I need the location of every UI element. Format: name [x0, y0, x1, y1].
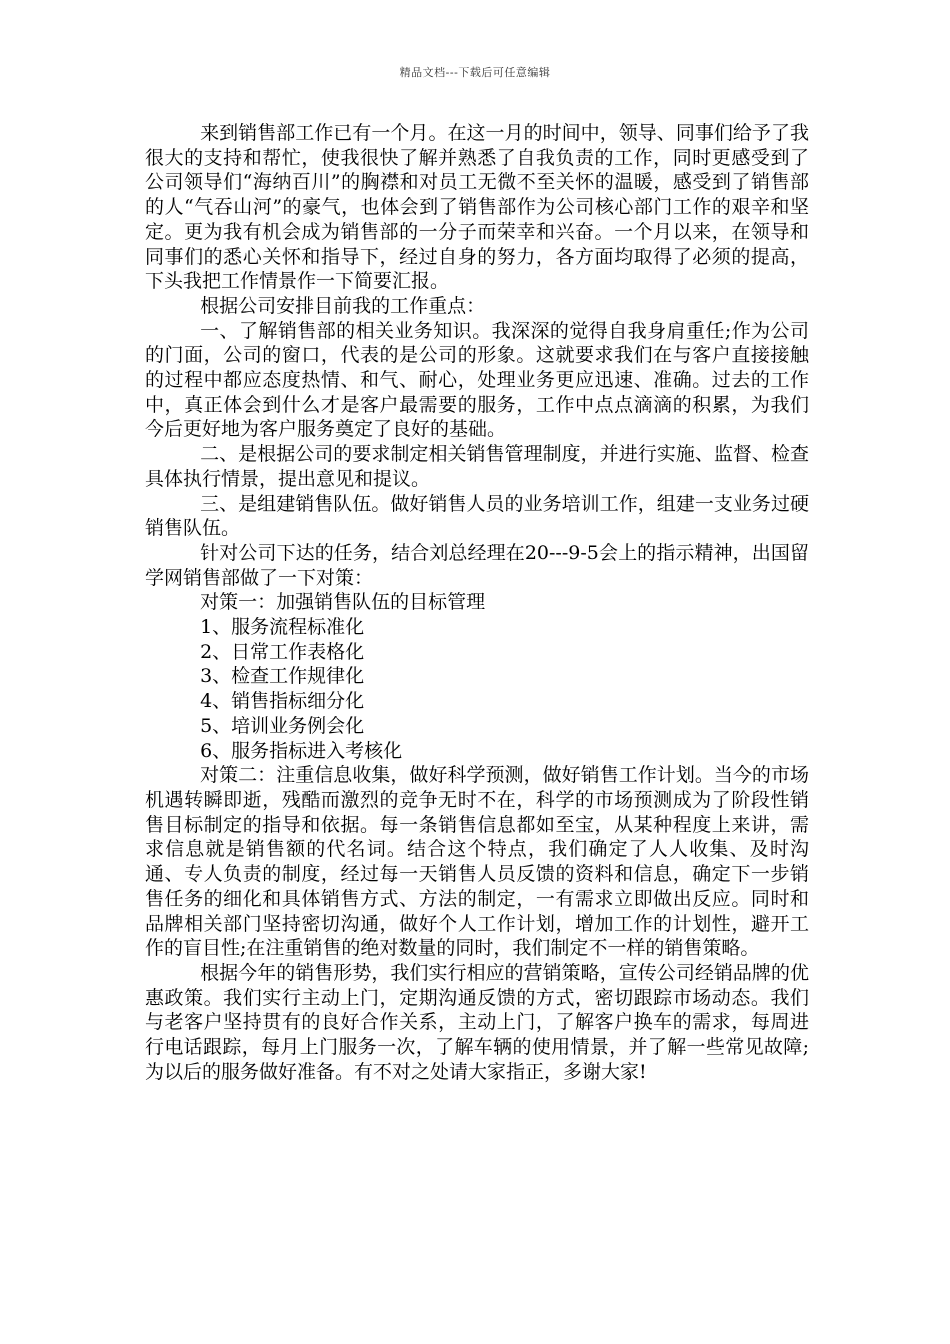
list-item: 1、服务流程标准化: [200, 616, 365, 639]
strategy-one-heading: 对策一：加强销售队伍的目标管理: [200, 591, 486, 614]
paragraph-point-two: 二、是根据公司的要求制定相关销售管理制度，并进行实施、监督、检查具体执行情景，提出意见和提议。: [145, 443, 809, 490]
paragraph-strategy-intro: 针对公司下达的任务，结合刘总经理在20---9-5会上的指示精神，出国留学网销售部做了一下对策：: [145, 541, 809, 589]
page-header: 精品文档---下载后可任意编辑: [399, 66, 551, 79]
document-body: [145, 121, 809, 1084]
paragraph-conclusion: 根据今年的销售形势，我们实行相应的营销策略，宣传公司经销品牌的优惠政策。我们实行主动上门，定期沟通反馈的方式，密切跟踪市场动态。我们与老客户坚持贯有的良好合作关系，主动上门，了解客户换车的需求，每周进行电话跟踪，每月上门服务一次，了解车辆的使用情景，并了解一些常见故障;为以后的服务做好准备。有不对之处请大家指正，多谢大家!: [145, 961, 809, 1083]
list-item: 4、销售指标细分化: [200, 690, 365, 713]
paragraph-point-three: 三、是组建销售队伍。做好销售人员的业务培训工作，组建一支业务过硬销售队伍。: [145, 492, 809, 540]
paragraph-point-one: 一、了解销售部的相关业务知识。我深深的觉得自我身肩重任;作为公司的门面，公司的窗口，代表的是公司的形象。这就要求我们在与客户直接接触的过程中都应态度热情、和气、耐心，处理业务更应迅速、准确。过去的工作中，真正体会到什么才是客户最需要的服务，工作中点点滴滴的积累，为我们今后更好地为客户服务奠定了良好的基础。: [145, 319, 809, 441]
paragraph-intro: 来到销售部工作已有一个月。在这一月的时间中，领导、同事们给予了我很大的支持和帮忙，使我很快了解并熟悉了自我负责的工作，同时更感受到了公司领导们“海纳百川”的胸襟和对员工无微不至关怀的温暖，感受到了销售部的人“气吞山河”的豪气，也体会到了销售部作为公司核心部门工作的艰辛和坚定。更为我有机会成为销售部的一分子而荣幸和兴奋。一个月以来，在领导和同事们的悉心关怀和指导下，经过自身的努力，各方面均取得了必须的提高，下头我把工作情景作一下简要汇报。: [145, 122, 809, 293]
list-item: 3、检查工作规律化: [200, 665, 365, 688]
paragraph-strategy-two: 对策二：注重信息收集，做好科学预测，做好销售工作计划。当今的市场机遇转瞬即逝，残酷而激烈的竞争无时不在，科学的市场预测成为了阶段性销售目标制定的指导和依据。每一条销售信息都如至宝，从某种程度上来讲，需求信息就是销售额的代名词。结合这个特点，我们确定了人人收集、及时沟通、专人负责的制度，经过每一天销售人员反馈的资料和信息，确定下一步销售任务的细化和具体销售方式、方法的制定，一有需求立即做出反应。同时和品牌相关部门坚持密切沟通，做好个人工作计划，增加工作的计划性，避开工作的盲目性;在注重销售的绝对数量的同时，我们制定不一样的销售策略。: [145, 764, 809, 960]
paragraph-work-focus: 根据公司安排目前我的工作重点：: [200, 294, 486, 317]
list-item: 6、服务指标进入考核化: [200, 739, 403, 762]
list-item: 5、培训业务例会化: [200, 714, 365, 737]
list-item: 2、日常工作表格化: [200, 640, 365, 663]
